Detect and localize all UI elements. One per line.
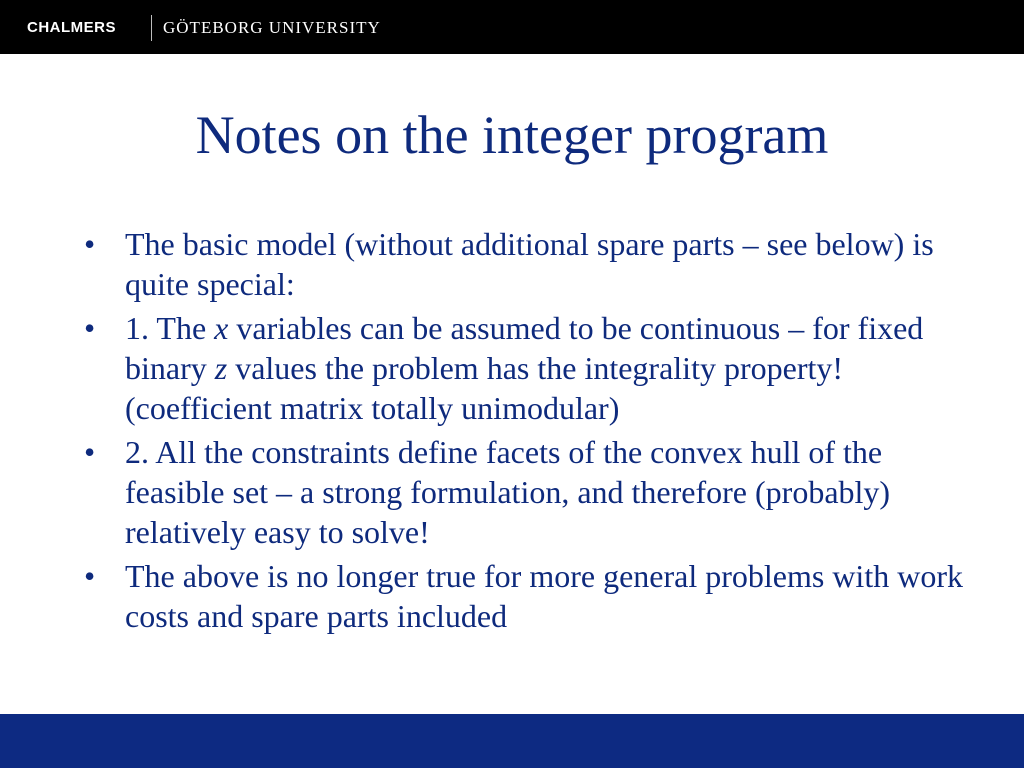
bullet-item [84, 556, 964, 636]
bullet-item [84, 224, 964, 304]
bullet-icon: • [84, 558, 96, 594]
bullet-text-part: 1. The [125, 310, 215, 346]
bullet-icon: • [84, 226, 96, 262]
bullet-text-part: values the problem has the integrality property! (coefficient matrix totally unimodular) [125, 350, 844, 426]
bullet-list [84, 224, 964, 640]
bullet-text: The basic model (without additional spare parts – see below) is quite special: [125, 226, 934, 302]
variable-z: z [214, 350, 228, 386]
bullet-text: 2. All the constraints define facets of the convex hull of the feasible set – a strong formulation, and therefore (probably) relatively easy to solve! [125, 434, 891, 550]
bullet-text [125, 310, 923, 426]
goteborg-university-logo-text: GÖTEBORG UNIVERSITY [163, 18, 381, 37]
variable-x: x [214, 310, 229, 346]
brand-divider [151, 15, 152, 41]
bullet-text: The above is no longer true for more general problems with work costs and spare parts included [125, 558, 963, 634]
bullet-text-part: variables can be assumed to be continuous – for fixed binary [125, 310, 924, 386]
bullet-icon: • [84, 434, 96, 470]
footer-bar [0, 714, 1024, 768]
bullet-item [84, 308, 964, 428]
slide-title: Notes on the integer program [195, 105, 829, 165]
bullet-item [84, 432, 964, 552]
chalmers-logo-text: CHALMERS [27, 19, 116, 36]
bullet-icon: • [84, 310, 96, 346]
header-bar [0, 0, 1024, 54]
